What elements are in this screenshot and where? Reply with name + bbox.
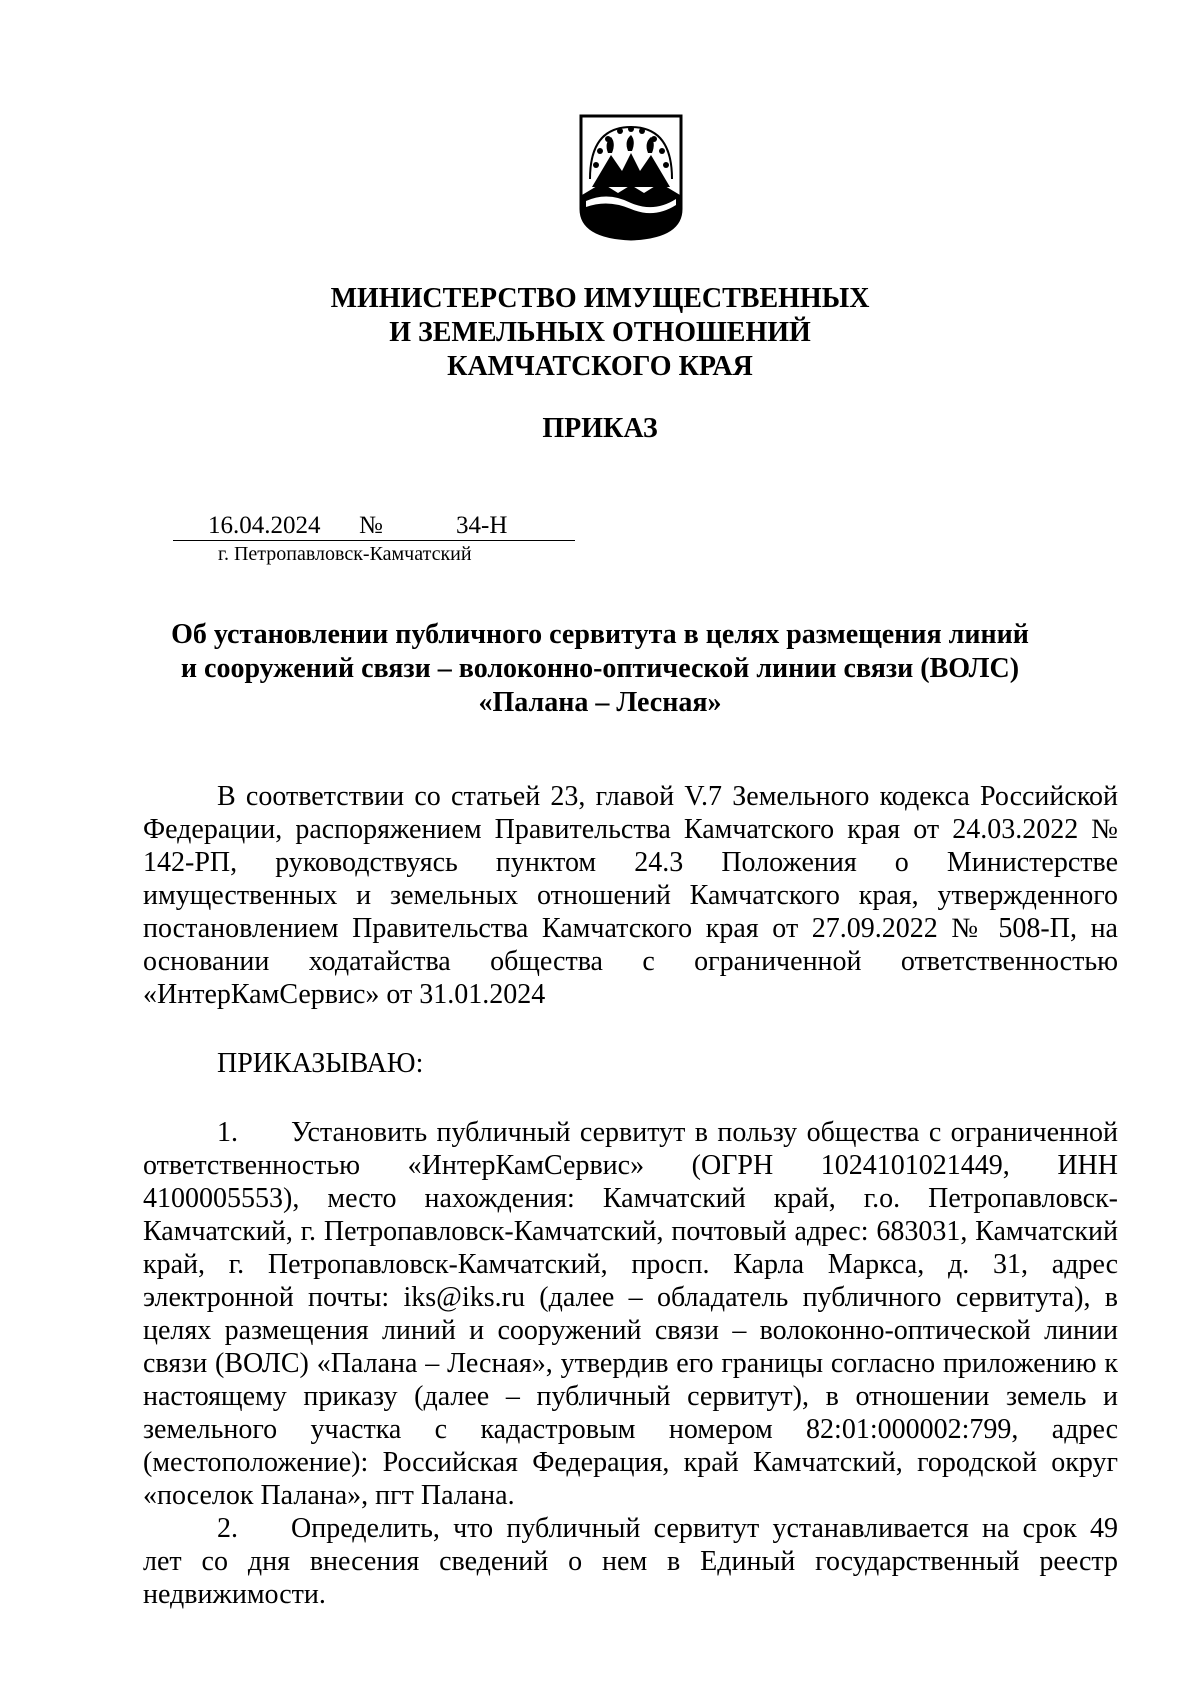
date-number-line (173, 512, 575, 541)
ministry-line-1: МИНИСТЕРСТВО ИМУЩЕСТВЕННЫХ (330, 283, 870, 314)
order-number: 34-Н (456, 512, 508, 539)
subject-line-3: «Палана – Лесная» (478, 687, 722, 718)
item-number: 1. (217, 1117, 238, 1148)
command-word: ПРИКАЗЫВАЮ: (217, 1048, 424, 1079)
item-text: Определить, что публичный сервитут устанавливается на срок 49 лет со дня внесения сведений о нем в Единый государственный реестр недвижимости. (143, 1513, 1118, 1610)
document-type: ПРИКАЗ (542, 413, 658, 444)
order-subject (0, 618, 1200, 720)
subject-line-2: и сооружений связи – волоконно-оптической линии связи (ВОЛС) (180, 653, 1020, 684)
subject-line-1: Об установлении публичного сервитута в целях размещения линий (171, 619, 1029, 650)
city: г. Петропавловск-Камчатский (218, 543, 472, 565)
list-item (143, 1512, 1118, 1611)
order-body (143, 780, 1118, 1611)
ministry-line-2: И ЗЕМЕЛЬНЫХ ОТНОШЕНИЙ (389, 317, 811, 348)
number-sign: № (359, 512, 383, 539)
coat-of-arms-icon (578, 113, 684, 241)
item-number: 2. (217, 1513, 238, 1544)
item-text: Установить публичный сервитут в пользу общества с ограниченной ответственностью «ИнтерКамСервис» (ОГРН 1024101021449, ИНН 4100005553), место нахождения: Камчатский край, г.о. Петропавловск-Камчатский, г. Петропавловск-Камчатский, почтовый адрес: 683031, Камчатский край, г. Петропавловск-Камчатский, просп. Карла Маркса, д. 31, адрес электронной почты: iks@iks.ru (далее – обладатель публичного сервитута), в целях размещения линий и сооружений связи – волоконно-оптической линии связи (ВОЛС) «Палана – Лесная», утвердив его границы согласно приложению к настоящему приказу (далее – публичный сервитут), в отношении земель и земельного участка с кадастровым номером 82:01:000002:799, адрес (местоположение): Российская Федерация, край Камчатский, городской округ «поселок Палана», пгт Палана. (143, 1117, 1118, 1511)
preamble-paragraph: В соответствии со статьей 23, главой V.7 Земельного кодекса Российской Федерации, распоряжением Правительства Камчатского края от 24.03.2022 № 142-РП, руководствуясь пунктом 24.3 Положения о Министерстве имущественных и земельных отношений Камчатского края, утвержденного постановлением Правительства Камчатского края от 27.09.2022 № 508-П, на основании ходатайства общества с ограниченной ответственностью «ИнтерКамСервис» от 31.01.2024 (143, 781, 1118, 1010)
ministry-line-3: КАМЧАТСКОГО КРАЯ (447, 351, 753, 382)
ministry-name (0, 282, 1200, 384)
order-date: 16.04.2024 (208, 512, 321, 539)
list-item (143, 1116, 1118, 1512)
